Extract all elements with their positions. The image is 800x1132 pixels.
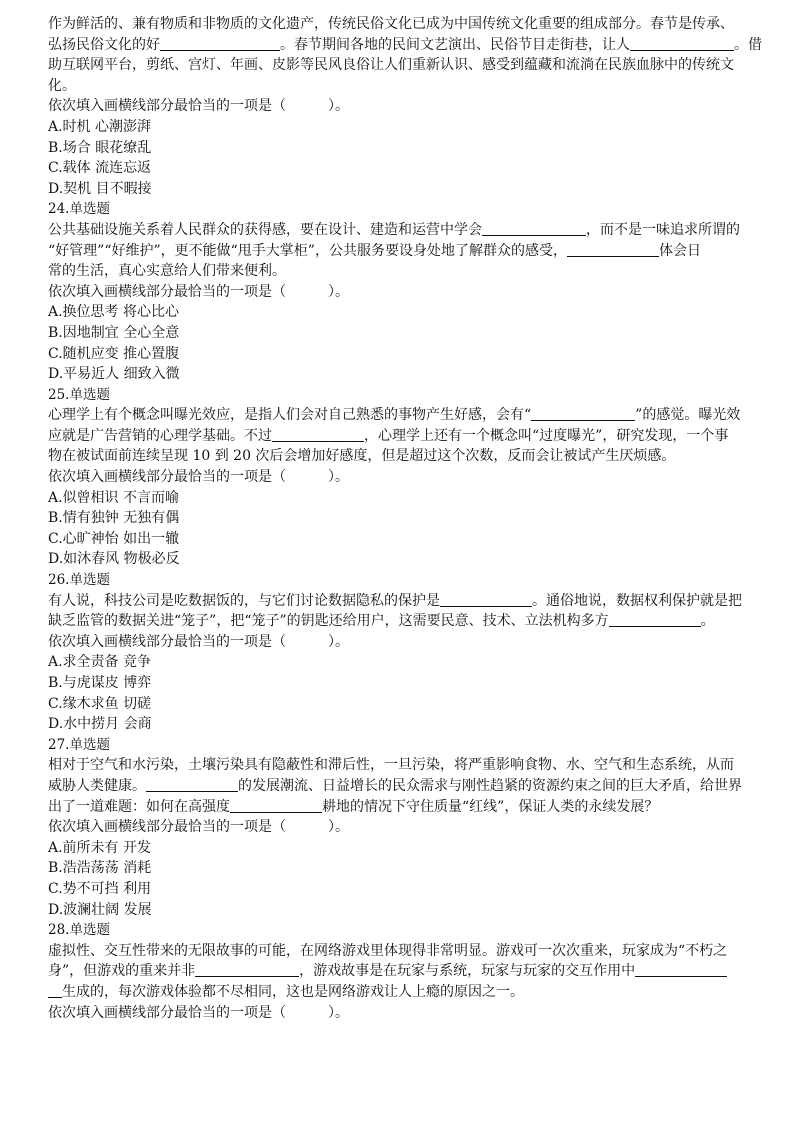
- passage-line: 弘扬民俗文化的好 。春节期间各地的民间文艺演出、民俗节目走街巷，让人 。借: [48, 36, 762, 53]
- option-b[interactable]: B.因地制宜 全心全意: [48, 324, 180, 341]
- answer-blank: [195, 962, 299, 977]
- option-a[interactable]: A.时机 心潮澎湃: [48, 118, 152, 135]
- passage-line: “好管理”“好维护”，更不能做“甩手大掌柜”，公共服务要设身处地了解群众的感受， 体会日: [48, 242, 701, 259]
- question-prompt: 依次填入画横线部分最恰当的一项是（ ）。: [48, 1004, 349, 1021]
- option-c[interactable]: C.随机应变 推心置腹: [48, 345, 180, 362]
- answer-blank: [567, 242, 659, 257]
- answer-blank: [146, 777, 238, 792]
- passage-line: 威胁人类健康。 的发展潮流、日益增长的民众需求与刚性趋紧的资源约束之间的巨大矛盾，给世界: [48, 777, 742, 794]
- question-heading: 27.单选题: [48, 736, 110, 753]
- option-a[interactable]: A.求全责备 竞争: [48, 654, 152, 671]
- option-c[interactable]: C.势不可挡 利用: [48, 880, 152, 897]
- passage-line: 出了一道难题：如何在高强度 耕地的情况下守住质量“红线”，保证人类的永续发展？: [48, 798, 659, 815]
- passage-line: 公共基础设施关系着人民群众的获得感，要在设计、建造和运营中学会 ，而不是一味追求所谓的: [48, 221, 740, 238]
- option-d[interactable]: D.契机 目不暇接: [48, 180, 152, 197]
- passage-line: 身”，但游戏的重来并非 ，游戏故事是在玩家与系统，玩家与玩家的交互作用中: [48, 961, 752, 982]
- question-heading: 25.单选题: [48, 386, 110, 403]
- question-heading: 28.单选题: [48, 922, 110, 939]
- option-a[interactable]: A.换位思考 将心比心: [48, 304, 180, 321]
- passage-line: 相对于空气和水污染，土壤污染具有隐蔽性和滞后性，一旦污染，将严重影响食物、水、空气和生态系统，从而: [48, 757, 734, 774]
- passage-line: 有人说，科技公司是吃数据饭的，与它们讨论数据隐私的保护是 。通俗地说，数据权利保护就是把: [48, 592, 742, 609]
- question-prompt: 依次填入画横线部分最恰当的一项是（ ）。: [48, 98, 349, 115]
- passage-line: 作为鲜活的、兼有物质和非物质的文化遗产，传统民俗文化已成为中国传统文化重要的组成部分。春节是传承、: [48, 16, 734, 32]
- document-page: [48, 14, 762, 1023]
- question-heading: 26.单选题: [48, 572, 110, 589]
- option-b[interactable]: B.场合 眼花缭乱: [48, 139, 152, 156]
- option-d[interactable]: D.平易近人 细致入微: [48, 366, 180, 383]
- option-b[interactable]: B.与虎谋皮 博弈: [48, 675, 152, 691]
- passage-line: 物在被试面前连续呈现 10 到 20 次后会增加好感度，但是超过这个次数，反而会让被试产生厌烦感。: [48, 448, 676, 465]
- option-b[interactable]: B.浩浩荡荡 消耗: [48, 860, 152, 877]
- answer-blank: [160, 36, 280, 51]
- answer-blank: [630, 36, 734, 51]
- answer-blank: [230, 798, 322, 813]
- question-heading: 24.单选题: [48, 201, 110, 218]
- passage-line: 心理学上有个概念叫曝光效应，是指人们会对自己熟悉的事物产生好感，会有“ ”的感觉。曝光效: [48, 407, 741, 424]
- answer-blank: [531, 406, 635, 421]
- passage-line: 常的生活，真心实意给人们带来便利。: [48, 263, 286, 280]
- option-c[interactable]: C.缘木求鱼 切磋: [48, 695, 152, 712]
- option-d[interactable]: D.波澜壮阔 发展: [48, 901, 152, 918]
- answer-blank: [635, 962, 727, 977]
- passage-line: 化。: [48, 77, 76, 94]
- passage-line: 虚拟性、交互性带来的无限故事的可能，在网络游戏里体现得非常明显。游戏可一次次重来，玩家成为“不朽之: [48, 942, 728, 959]
- answer-blank: [272, 427, 364, 442]
- passage-line: 助互联网平台，剪纸、宫灯、年画、皮影等民风良俗让人们重新认识、感受到蕴藏和流淌在民族血脉中的传统文: [48, 57, 734, 74]
- option-b[interactable]: B.情有独钟 无独有偶: [48, 510, 180, 527]
- answer-blank: [609, 612, 701, 627]
- answer-blank: [482, 221, 586, 236]
- question-prompt: 依次填入画横线部分最恰当的一项是（ ）。: [48, 283, 349, 300]
- passage-line: 生成的，每次游戏体验都不尽相同，这也是网络游戏让人上瘾的原因之一。: [48, 982, 752, 1003]
- answer-blank: [48, 983, 62, 998]
- option-c[interactable]: C.载体 流连忘返: [48, 160, 152, 177]
- option-d[interactable]: D.水中捞月 会商: [48, 716, 152, 733]
- passage-line: 缺乏监管的数据关进“笼子”，把“笼子”的钥匙还给用户，这需要民意、技术、立法机构多方 。: [48, 613, 715, 630]
- question-prompt: 依次填入画横线部分最恰当的一项是（ ）。: [48, 469, 349, 486]
- question-prompt: 依次填入画横线部分最恰当的一项是（ ）。: [48, 819, 349, 836]
- question-prompt: 依次填入画横线部分最恰当的一项是（ ）。: [48, 633, 349, 650]
- passage-line: 应就是广告营销的心理学基础。不过 ，心理学上还有一个概念叫“过度曝光”，研究发现，一个事: [48, 427, 729, 444]
- option-c[interactable]: C.心旷神怡 如出一辙: [48, 530, 180, 547]
- option-a[interactable]: A.前所未有 开发: [48, 839, 152, 856]
- option-d[interactable]: D.如沐春风 物极必反: [48, 551, 180, 568]
- answer-blank: [440, 592, 532, 607]
- option-a[interactable]: A.似曾相识 不言而喻: [48, 489, 180, 506]
